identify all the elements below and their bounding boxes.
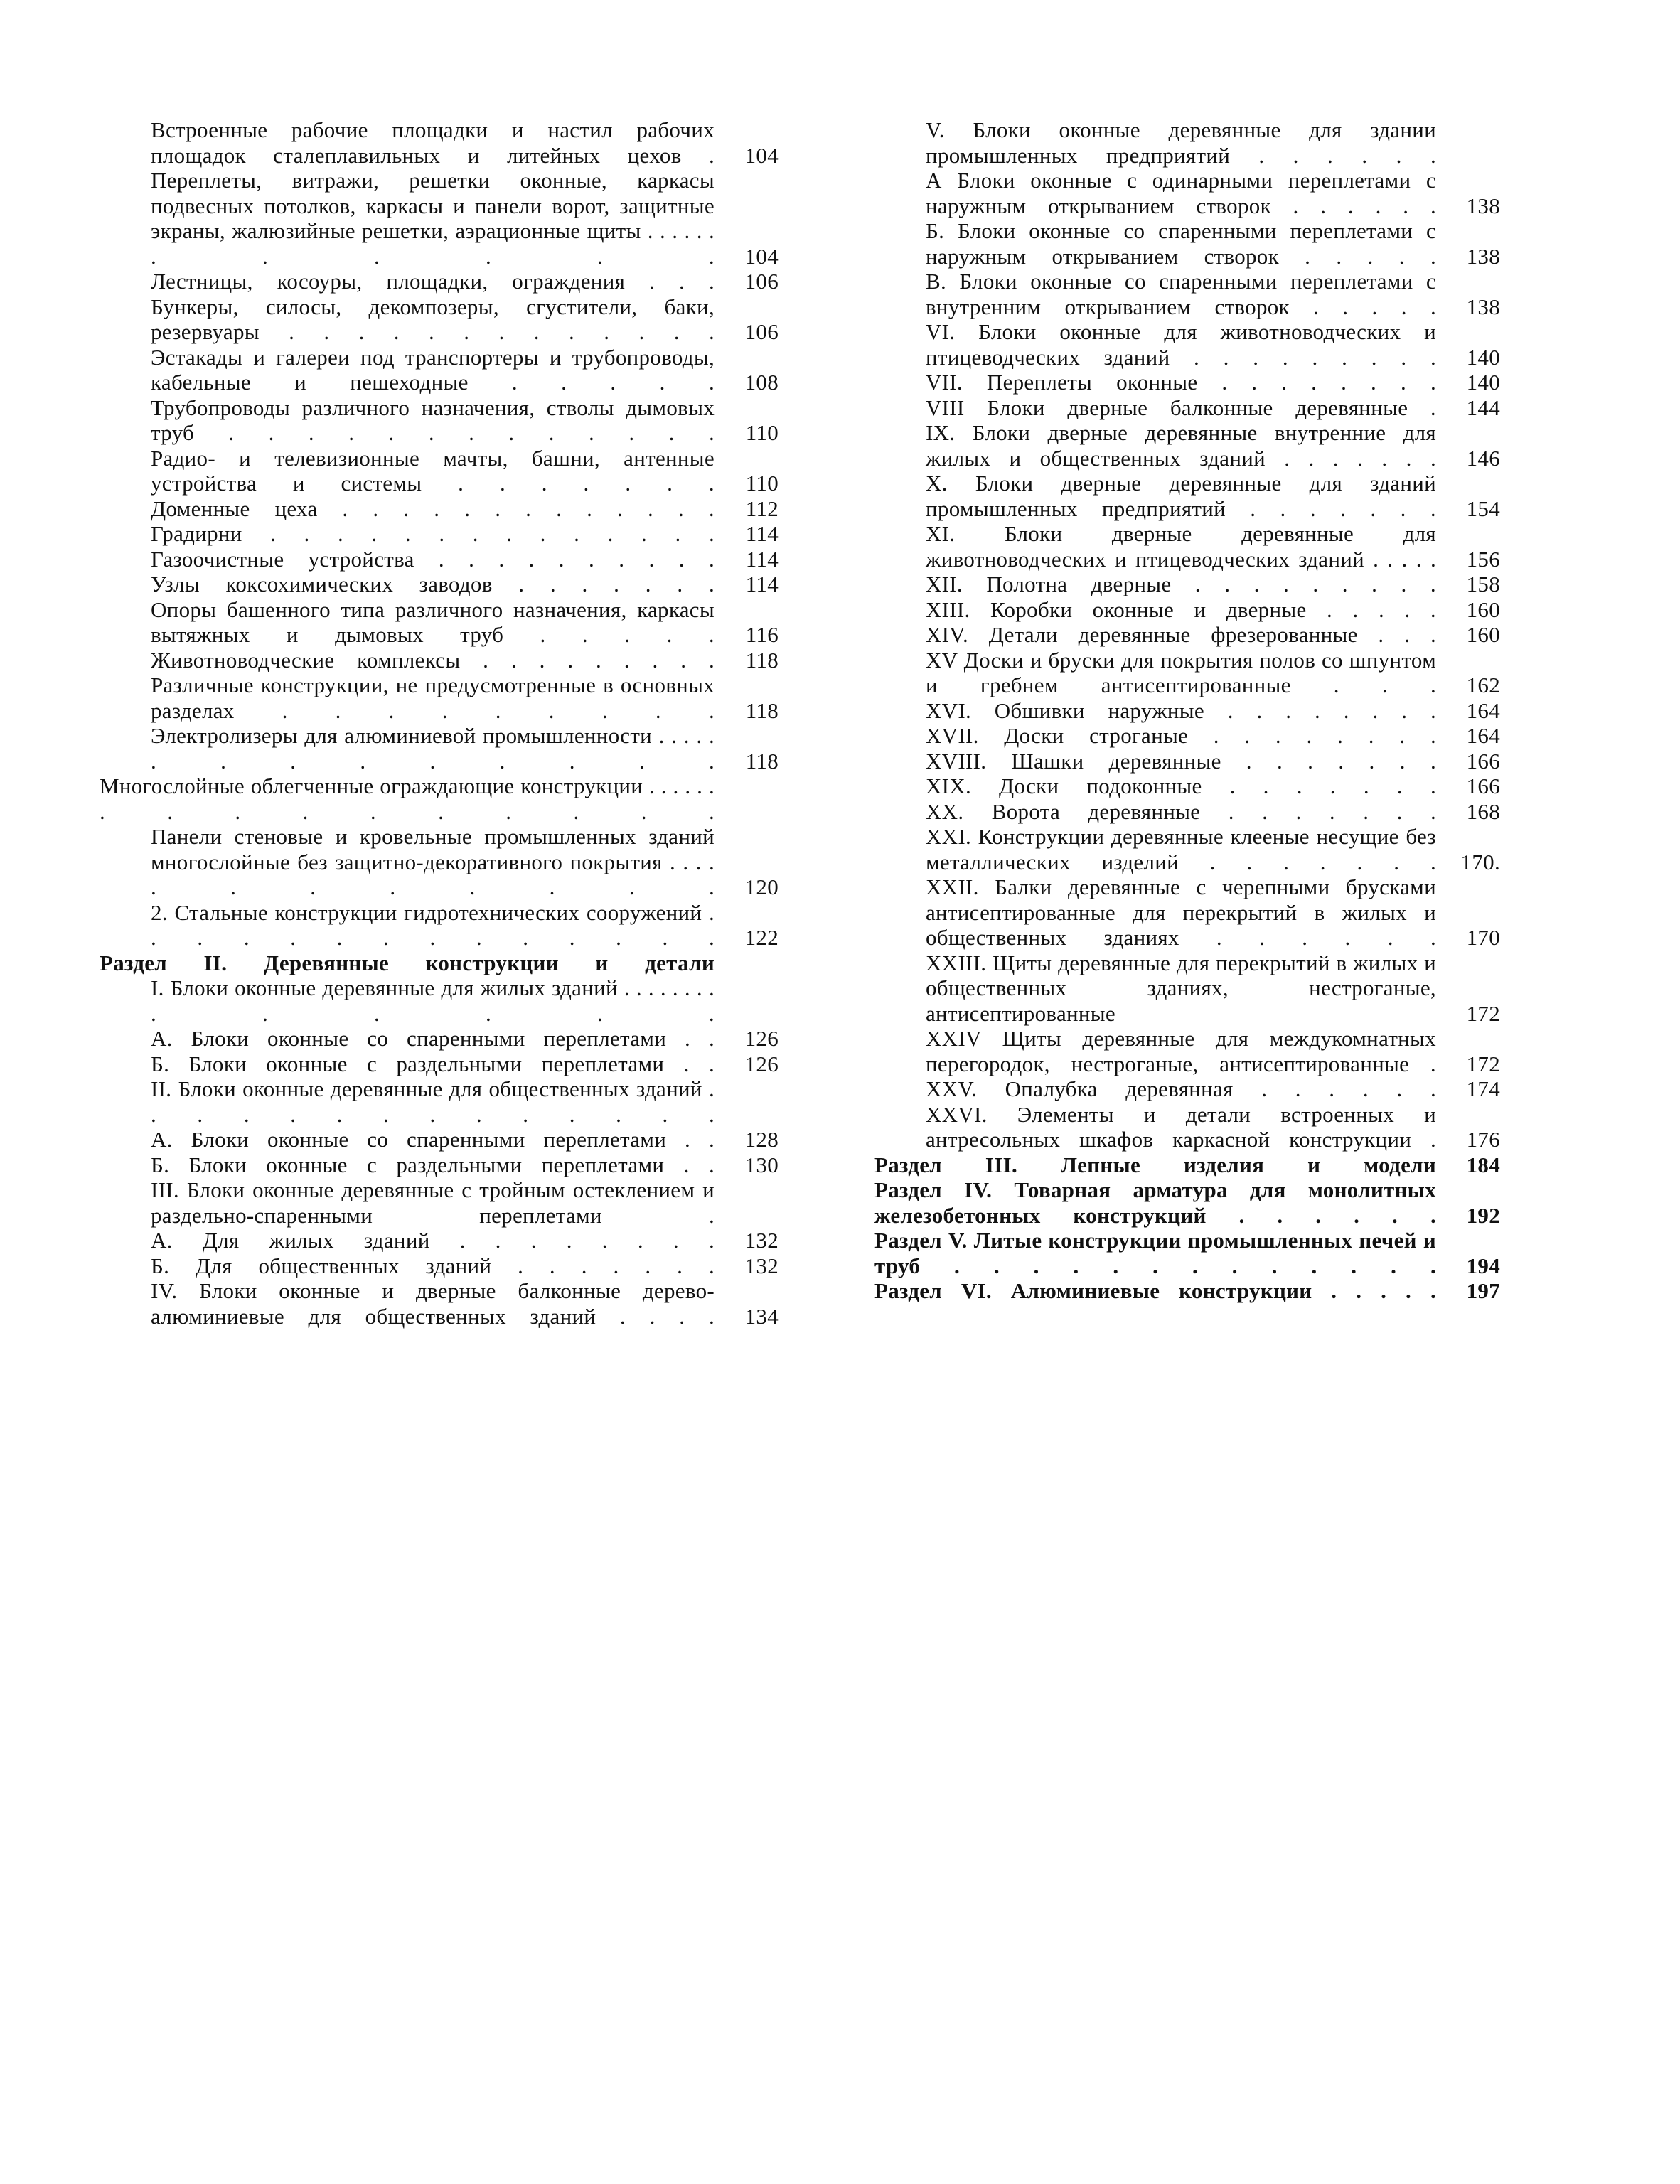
toc-entry-title: XXIV Щиты деревянные для междукомнатных перегородок, нестроганые, антисептированные . xyxy=(926,1026,1436,1076)
toc-entry xyxy=(874,874,1500,951)
toc-entry xyxy=(874,723,1500,749)
toc-entry xyxy=(100,1152,779,1178)
toc-entry-title: Животноводческие комплексы . . . . . . . . . xyxy=(151,647,715,673)
toc-entry xyxy=(100,269,779,294)
toc-entry-page: 132 xyxy=(744,1228,779,1253)
toc-entry xyxy=(874,698,1500,724)
toc-entry-page: 128 xyxy=(744,1127,779,1152)
toc-entry-title: Эстакады и галереи под транспортеры и трубопроводы, кабельные и пешеходные . . . . . xyxy=(151,344,715,395)
toc-entry xyxy=(874,749,1500,774)
toc-entry xyxy=(100,774,779,824)
toc-entry-page: 112 xyxy=(745,496,779,521)
toc-entry-title: Узлы коксохимических заводов . . . . . . . xyxy=(151,572,715,596)
toc-entry-title: III. Блоки оконные деревянные с тройным остеклением и раздельно-спаренными переплетами . xyxy=(151,1177,715,1228)
toc-entry-page: 138 xyxy=(1466,193,1500,218)
toc-entry-page: 110 xyxy=(745,420,779,445)
toc-entry-page: 146 xyxy=(1466,445,1500,471)
toc-entry-page: 184 xyxy=(1466,1152,1500,1177)
toc-entry xyxy=(100,951,779,976)
toc-entry-title: А. Блоки оконные со спаренными переплетами . . xyxy=(151,1127,715,1152)
toc-entry xyxy=(874,117,1500,168)
toc-entry xyxy=(100,345,779,395)
toc-entry-page: 116 xyxy=(745,622,779,647)
toc-entry-title: Б. Для общественных зданий . . . . . . . xyxy=(151,1253,715,1278)
toc-entry-title: А. Для жилых зданий . . . . . . . . xyxy=(151,1228,715,1253)
toc-entry-page: 118 xyxy=(745,697,779,723)
toc-entry-title: Раздел II. Деревянные конструкции и детали xyxy=(100,950,715,975)
toc-entry xyxy=(100,1177,779,1228)
toc-entry-title: 2. Стальные конструкции гидротехнических сооружений . . . . . . . . . . . . . . xyxy=(151,899,715,950)
toc-entry-title: Раздел V. Литые конструкции промышленных печей и труб . . . . . . . . . . . . . xyxy=(874,1228,1436,1278)
toc-entry-title: Переплеты, витражи, решетки оконные, каркасы подвесных потолков, каркасы и панели ворот, защитные экраны, жалюзийные решетки, аэрационные щиты . . . . . . . . . . . . xyxy=(151,168,715,269)
toc-entry xyxy=(874,824,1500,874)
toc-entry-title: XV Доски и бруски для покрытия полов со шпунтом и гребнем антисептированные . . . xyxy=(926,647,1436,697)
toc-entry xyxy=(874,1076,1500,1102)
toc-entry-title: Доменные цеха . . . . . . . . . . . . . xyxy=(151,496,715,521)
toc-entry-title: VI. Блоки оконные для животноводческих и птицеводческих зданий . . . . . . . . . xyxy=(926,319,1436,370)
toc-entry xyxy=(100,648,779,673)
toc-entry-title: Градирни . . . . . . . . . . . . . . xyxy=(151,521,715,546)
toc-entry xyxy=(100,1228,779,1253)
toc-entry-page: 192 xyxy=(1466,1202,1500,1228)
toc-entry-page: 106 xyxy=(744,269,779,294)
toc-entry-page: 126 xyxy=(744,1026,779,1051)
toc-entry xyxy=(874,269,1500,319)
toc-entry-page: 166 xyxy=(1466,748,1500,774)
toc-entry-title: XVIII. Шашки деревянные . . . . . . . xyxy=(926,748,1436,774)
toc-entry xyxy=(100,900,779,951)
toc-entry-page: 166 xyxy=(1466,774,1500,798)
toc-entry xyxy=(874,648,1500,698)
toc-entry xyxy=(874,1228,1500,1278)
toc-entry-title: I. Блоки оконные деревянные для жилых зданий . . . . . . . . . . . . . . xyxy=(151,975,715,1026)
toc-entry-title: Б. Блоки оконные с раздельными переплетами . . xyxy=(151,1152,715,1177)
toc-entry-title: XXVI. Элементы и детали встроенных и антресольных шкафов каркасной конструкции . xyxy=(926,1101,1436,1152)
toc-entry xyxy=(100,547,779,572)
toc-entry-title: XXIII. Щиты деревянные для перекрытий в жилых и общественных зданиях, нестроганые, антисептированные xyxy=(926,950,1436,1026)
toc-entry-title: Опоры башенного типа различного назначения, каркасы вытяжных и дымовых труб . . . . . xyxy=(151,596,715,647)
toc-entry-title: А Блоки оконные с одинарными переплетами с наружным открыванием створок . . . . . . xyxy=(926,168,1436,218)
toc-entry xyxy=(100,572,779,597)
toc-entry xyxy=(874,168,1500,218)
toc-entry-page: 176 xyxy=(1466,1127,1500,1152)
toc-entry xyxy=(100,1076,779,1127)
toc-entry-title: Многослойные облегченные ограждающие конструкции . . . . . . . . . . . . . . . . xyxy=(100,774,715,824)
toc-entry-page: 160 xyxy=(1466,596,1500,622)
toc-entry-page: 126 xyxy=(744,1051,779,1076)
toc-entry-page: 172 xyxy=(1466,1051,1500,1076)
toc-entry-title: XXII. Балки деревянные с черепными брусками антисептированные для перекрытий в жилых и общественных зданиях . . . . . . xyxy=(926,874,1436,950)
toc-entry xyxy=(874,1152,1500,1178)
toc-entry-page: 197 xyxy=(1466,1278,1500,1303)
toc-entry-page: 138 xyxy=(1466,243,1500,269)
toc-entry xyxy=(874,951,1500,1027)
toc-entry xyxy=(874,420,1500,471)
toc-entry xyxy=(100,1026,779,1051)
toc-entry xyxy=(100,168,779,269)
toc-entry-title: Газоочистные устройства . . . . . . . . . . xyxy=(151,546,715,572)
toc-entry-title: Раздел III. Лепные изделия и модели xyxy=(874,1152,1436,1177)
toc-entry xyxy=(100,975,779,1026)
toc-entry xyxy=(874,1278,1500,1304)
toc-entry-title: Б. Блоки оконные со спаренными переплетами с наружным открыванием створок . . . . . xyxy=(926,218,1436,269)
toc-entry-page: 106 xyxy=(744,319,779,344)
toc-entry xyxy=(100,117,779,168)
toc-entry-page: 114 xyxy=(745,521,779,546)
toc-entry-page: 134 xyxy=(744,1303,779,1329)
toc-entry-title: VIII Блоки дверные балконные деревянные . xyxy=(926,395,1436,420)
toc-entry xyxy=(874,1026,1500,1076)
toc-entry xyxy=(874,319,1500,370)
toc-entry-page: 118 xyxy=(745,748,779,774)
toc-entry-title: XIII. Коробки оконные и дверные . . . . . xyxy=(926,596,1436,622)
toc-right-column xyxy=(874,117,1500,1304)
toc-entry-title: Различные конструкции, не предусмотренные в основных разделах . . . . . . . . . xyxy=(151,673,715,723)
toc-entry-title: IV. Блоки оконные и дверные балконные дерево-алюминиевые для общественных зданий . . . . xyxy=(151,1278,715,1329)
toc-entry-page: 156 xyxy=(1466,546,1500,572)
toc-entry xyxy=(874,774,1500,799)
toc-entry xyxy=(100,1127,779,1152)
toc-entry xyxy=(100,597,779,648)
toc-entry-title: Бункеры, силосы, декомпозеры, сгустители, баки, резервуары . . . . . . . . . . . . . xyxy=(151,294,715,344)
toc-entry xyxy=(874,799,1500,825)
toc-entry xyxy=(874,218,1500,269)
toc-entry xyxy=(100,521,779,547)
toc-entry-title: X. Блоки дверные деревянные для зданий промышленных предприятий . . . . . . . xyxy=(926,471,1436,521)
toc-entry-title: II. Блоки оконные деревянные для общественных зданий . . . . . . . . . . . . . . xyxy=(151,1076,715,1127)
toc-entry-page: 114 xyxy=(745,546,779,572)
toc-entry-page: 154 xyxy=(1466,496,1500,521)
toc-entry-page: 108 xyxy=(744,370,779,395)
toc-entry-title: XI. Блоки дверные деревянные для животноводческих и птицеводческих зданий . . . . . xyxy=(926,521,1436,572)
toc-entry-title: Б. Блоки оконные с раздельными переплетами . . xyxy=(151,1051,715,1076)
toc-entry-page: 140 xyxy=(1466,344,1500,370)
toc-entry-page: 170 xyxy=(1466,925,1500,950)
toc-entry-page: 160 xyxy=(1466,622,1500,647)
toc-entry xyxy=(100,673,779,723)
toc-entry-page: 172 xyxy=(1466,1000,1500,1026)
toc-entry-title: XVII. Доски строганые . . . . . . . . xyxy=(926,723,1436,748)
toc-entry xyxy=(874,395,1500,421)
toc-entry-page: 114 xyxy=(745,572,779,596)
toc-entry-title: Радио- и телевизионные мачты, башни, антенные устройства и системы . . . . . . . xyxy=(151,445,715,496)
toc-entry xyxy=(874,572,1500,597)
toc-entry xyxy=(100,294,779,345)
toc-entry-title: Электролизеры для алюминиевой промышленности . . . . . . . . . . . . . . xyxy=(151,723,715,774)
toc-entry-page: 144 xyxy=(1466,395,1500,420)
toc-entry-title: Встроенные рабочие площадки и настил рабочих площадок сталеплавильных и литейных цехов . xyxy=(151,117,715,168)
toc-entry-page: 140 xyxy=(1466,370,1500,395)
toc-entry-page: 170. xyxy=(1460,849,1500,874)
toc-entry xyxy=(874,370,1500,395)
toc-entry xyxy=(100,1253,779,1279)
toc-entry-title: IX. Блоки дверные деревянные внутренние для жилых и общественных зданий . . . . . . . xyxy=(926,420,1436,471)
toc-entry-page: 118 xyxy=(745,647,779,673)
toc-entry-title: XXV. Опалубка деревянная . . . . . . xyxy=(926,1076,1436,1101)
toc-left-column xyxy=(100,117,779,1329)
toc-entry-title: V. Блоки оконные деревянные для здании промышленных предприятий . . . . . . xyxy=(926,117,1436,168)
toc-entry-page: 104 xyxy=(744,142,779,168)
toc-entry-page: 194 xyxy=(1466,1253,1500,1278)
toc-entry-page: 120 xyxy=(744,874,779,899)
toc-entry-page: 132 xyxy=(744,1253,779,1278)
toc-entry xyxy=(874,471,1500,521)
toc-entry-title: XII. Полотна дверные . . . . . . . . . xyxy=(926,572,1436,596)
toc-entry-title: XXI. Конструкции деревянные клееные несущие без металлических изделий . . . . . . . xyxy=(926,824,1436,874)
toc-entry xyxy=(100,1051,779,1077)
toc-entry xyxy=(100,1278,779,1329)
toc-entry xyxy=(100,446,779,496)
toc-entry xyxy=(874,1102,1500,1152)
toc-entry-page: 164 xyxy=(1466,697,1500,723)
toc-entry-page: 104 xyxy=(744,243,779,269)
toc-entry-title: Панели стеновые и кровельные промышленных зданий многослойные без защитно-декоративного покрытия . . . . . . . . . . . . xyxy=(151,824,715,899)
toc-entry-page: 130 xyxy=(744,1152,779,1177)
toc-entry-title: XIX. Доски подоконные . . . . . . . xyxy=(926,774,1436,798)
toc-entry-title: Трубопроводы различного назначения, стволы дымовых труб . . . . . . . . . . . . . xyxy=(151,395,715,445)
toc-entry-title: VII. Переплеты оконные . . . . . . . . xyxy=(926,370,1436,395)
toc-entry xyxy=(100,395,779,446)
toc-entry-page: 122 xyxy=(744,925,779,950)
toc-entry-title: Раздел VI. Алюминиевые конструкции . . . . . xyxy=(874,1278,1436,1303)
toc-entry-page: 110 xyxy=(745,471,779,496)
toc-entry xyxy=(100,824,779,900)
toc-entry-page: 168 xyxy=(1466,798,1500,824)
toc-entry xyxy=(874,622,1500,648)
toc-entry-page: 162 xyxy=(1466,673,1500,697)
toc-entry xyxy=(874,597,1500,623)
toc-entry xyxy=(100,496,779,522)
toc-entry-page: 174 xyxy=(1466,1076,1500,1101)
toc-entry-page: 138 xyxy=(1466,294,1500,319)
toc-entry-title: В. Блоки оконные со спаренными переплетами с внутренним открыванием створок . . . . . xyxy=(926,269,1436,319)
toc-entry-page: 164 xyxy=(1466,723,1500,748)
toc-entry-title: XVI. Обшивки наружные . . . . . . . . xyxy=(926,697,1436,723)
toc-entry xyxy=(874,521,1500,572)
toc-entry-title: Раздел IV. Товарная арматура для монолитных железобетонных конструкций . . . . . . xyxy=(874,1177,1436,1228)
toc-entry-title: Лестницы, косоуры, площадки, ограждения . . . xyxy=(151,269,715,294)
toc-entry-title: А. Блоки оконные со спаренными переплетами . . xyxy=(151,1026,715,1051)
toc-entry xyxy=(874,1177,1500,1228)
toc-entry-page: 158 xyxy=(1466,572,1500,596)
toc-entry-title: XIV. Детали деревянные фрезерованные . . . xyxy=(926,622,1436,647)
toc-entry-title: XX. Ворота деревянные . . . . . . . xyxy=(926,798,1436,824)
toc-entry xyxy=(100,723,779,774)
